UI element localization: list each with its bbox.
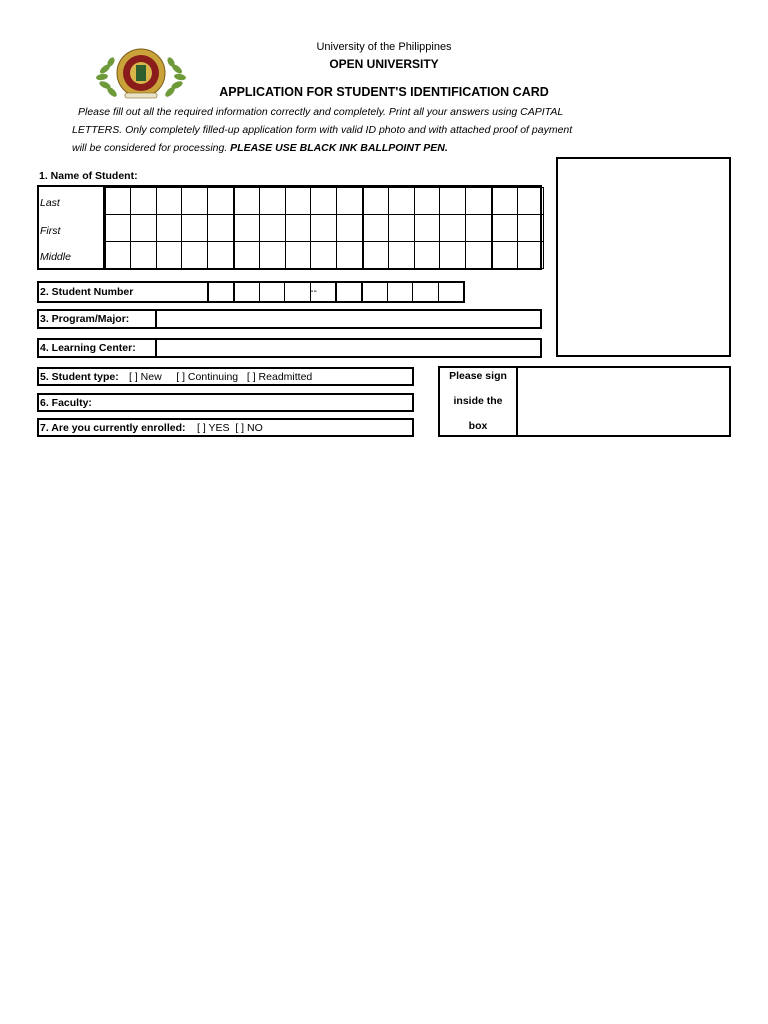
name-first-letter-box[interactable]	[156, 214, 183, 242]
name-middle-letter-box[interactable]	[156, 241, 183, 269]
instruction-line-3	[72, 139, 652, 157]
up-seal-logo-icon	[95, 47, 187, 99]
faculty-row	[37, 393, 414, 412]
instruction-line-2: LETTERS. Only completely filled-up application form with valid ID photo and with attached proof of payment	[72, 124, 573, 136]
name-row-label-last: Last	[40, 197, 60, 209]
form-title: APPLICATION FOR STUDENT'S IDENTIFICATION CARD	[219, 85, 549, 99]
name-first-letter-box[interactable]	[181, 214, 208, 242]
enrolled-row	[37, 418, 414, 437]
student-type-options[interactable]: [ ] New [ ] Continuing [ ] Readmitted	[129, 371, 313, 383]
name-first-letter-box[interactable]	[285, 214, 312, 242]
name-middle-letter-box[interactable]	[439, 241, 466, 269]
learning-center-label: 4. Learning Center:	[40, 342, 136, 354]
name-label-divider	[103, 185, 105, 270]
name-first-letter-box[interactable]	[414, 214, 441, 242]
name-last-letter-box[interactable]	[336, 187, 363, 215]
student-type-row	[37, 367, 414, 386]
name-first-letter-box[interactable]	[233, 214, 260, 242]
name-last-letter-box[interactable]	[439, 187, 466, 215]
name-middle-letter-box[interactable]	[414, 241, 441, 269]
name-last-letter-box[interactable]	[465, 187, 492, 215]
student-number-digit-box[interactable]	[387, 281, 414, 303]
name-last-letter-box[interactable]	[414, 187, 441, 215]
faculty-label: 6. Faculty:	[40, 397, 92, 409]
student-number-digit-box[interactable]	[259, 281, 286, 303]
name-first-letter-box[interactable]	[130, 214, 157, 242]
signature-instruction-3: box	[468, 420, 488, 432]
name-last-letter-box[interactable]	[517, 187, 544, 215]
name-middle-letter-box[interactable]	[285, 241, 312, 269]
name-last-letter-box[interactable]	[104, 187, 131, 215]
signature-instruction-2: inside the	[453, 395, 503, 407]
name-last-letter-box[interactable]	[156, 187, 183, 215]
student-number-separator: --	[310, 285, 317, 297]
name-first-letter-box[interactable]	[517, 214, 544, 242]
name-middle-letter-box[interactable]	[491, 241, 518, 269]
student-number-digit-box[interactable]	[233, 281, 260, 303]
name-first-letter-box[interactable]	[439, 214, 466, 242]
name-last-letter-box[interactable]	[362, 187, 389, 215]
name-last-letter-box[interactable]	[388, 187, 415, 215]
name-middle-letter-box[interactable]	[233, 241, 260, 269]
signature-block	[438, 366, 731, 437]
name-last-letter-box[interactable]	[285, 187, 312, 215]
name-middle-letter-box[interactable]	[181, 241, 208, 269]
student-number-label: 2. Student Number	[40, 286, 134, 298]
name-middle-letter-box[interactable]	[517, 241, 544, 269]
name-row-label-first: First	[40, 225, 61, 237]
student-number-digit-box[interactable]	[361, 281, 388, 303]
name-first-letter-box[interactable]	[388, 214, 415, 242]
unit-name: OPEN UNIVERSITY	[329, 57, 439, 71]
name-first-letter-box[interactable]	[491, 214, 518, 242]
name-last-letter-box[interactable]	[310, 187, 337, 215]
name-first-letter-box[interactable]	[465, 214, 492, 242]
student-number-digit-box[interactable]	[207, 281, 234, 303]
instruction-emphasis: PLEASE USE BLACK INK BALLPOINT PEN.	[230, 142, 448, 154]
student-number-row	[37, 281, 465, 303]
name-first-letter-box[interactable]	[207, 214, 234, 242]
program-input[interactable]	[159, 311, 540, 327]
university-name: University of the Philippines	[316, 41, 452, 53]
name-first-letter-box[interactable]	[310, 214, 337, 242]
id-photo-box	[556, 157, 731, 357]
student-number-digit-box[interactable]	[284, 281, 311, 303]
instruction-line-3-text: will be considered for processing.	[72, 142, 231, 154]
program-divider	[155, 309, 158, 329]
student-number-digit-box[interactable]	[335, 281, 362, 303]
name-first-letter-box[interactable]	[336, 214, 363, 242]
enrolled-label: 7. Are you currently enrolled:	[40, 422, 186, 434]
learning-center-input[interactable]	[159, 340, 540, 356]
enrolled-options[interactable]: [ ] YES [ ] NO	[197, 422, 263, 434]
name-last-letter-box[interactable]	[491, 187, 518, 215]
program-row	[37, 309, 542, 329]
name-middle-letter-box[interactable]	[310, 241, 337, 269]
name-last-letter-box[interactable]	[233, 187, 260, 215]
name-middle-letter-box[interactable]	[207, 241, 234, 269]
name-middle-letter-box[interactable]	[104, 241, 131, 269]
name-row-label-middle: Middle	[40, 251, 71, 263]
name-first-letter-box[interactable]	[104, 214, 131, 242]
instruction-line-1: Please fill out all the required information correctly and completely. Print all your answers using CAPITAL	[78, 106, 564, 118]
name-middle-letter-box[interactable]	[362, 241, 389, 269]
name-middle-letter-box[interactable]	[259, 241, 286, 269]
name-middle-letter-box[interactable]	[130, 241, 157, 269]
name-last-letter-box[interactable]	[207, 187, 234, 215]
student-number-digit-box[interactable]	[412, 281, 439, 303]
name-first-letter-box[interactable]	[259, 214, 286, 242]
signature-divider	[516, 366, 518, 437]
signature-box[interactable]	[520, 368, 727, 434]
name-middle-letter-box[interactable]	[388, 241, 415, 269]
name-last-letter-box[interactable]	[181, 187, 208, 215]
name-last-letter-box[interactable]	[259, 187, 286, 215]
student-type-label: 5. Student type:	[40, 371, 119, 383]
name-middle-letter-box[interactable]	[465, 241, 492, 269]
student-number-digit-box[interactable]	[438, 281, 465, 303]
name-middle-letter-box[interactable]	[336, 241, 363, 269]
name-section-label: 1. Name of Student:	[39, 170, 138, 182]
signature-instruction-1: Please sign	[449, 370, 507, 382]
learning-center-divider	[155, 338, 158, 358]
program-label: 3. Program/Major:	[40, 313, 130, 325]
learning-center-row	[37, 338, 542, 358]
name-first-letter-box[interactable]	[362, 214, 389, 242]
name-last-letter-box[interactable]	[130, 187, 157, 215]
name-grid	[37, 185, 542, 270]
